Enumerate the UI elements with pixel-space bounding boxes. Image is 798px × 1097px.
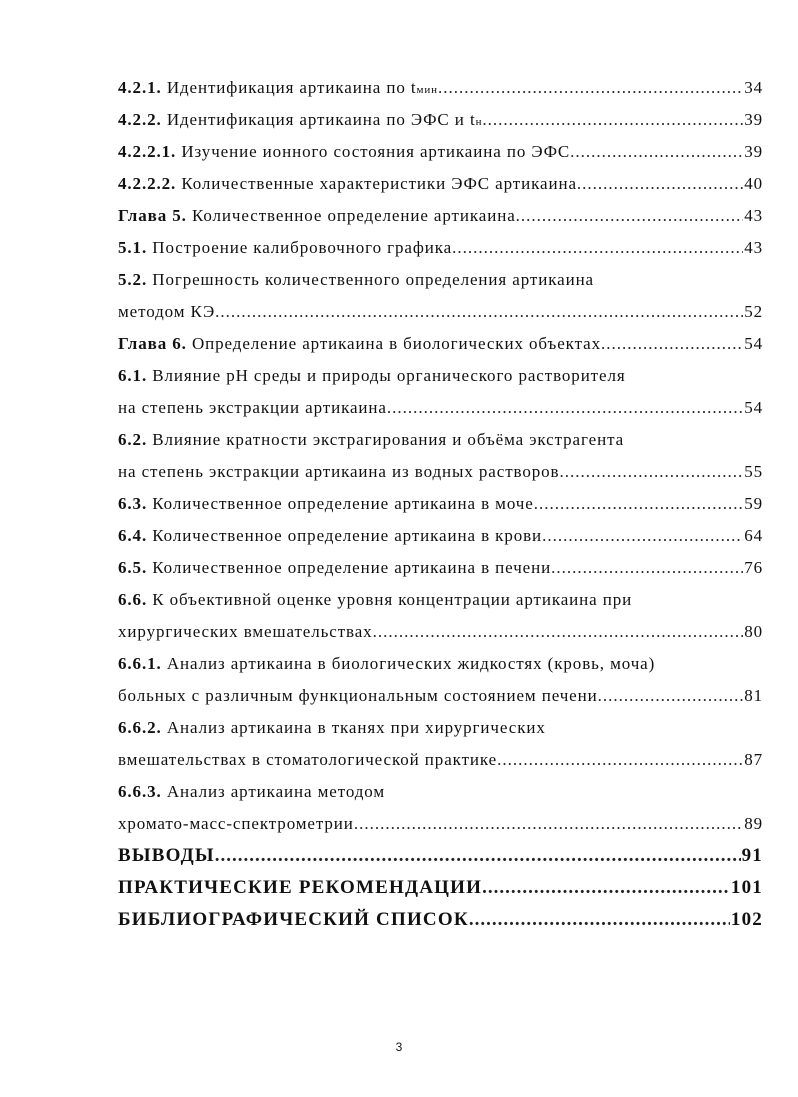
toc-entry — [118, 520, 763, 552]
toc-entry — [118, 648, 763, 680]
leader-dots — [559, 456, 743, 488]
entry-page: 89 — [744, 814, 763, 833]
toc-entry — [118, 232, 763, 264]
entry-title: Количественные характеристики ЭФС артикаина — [181, 174, 577, 193]
entry-title: К объективной оценке уровня концентрации артикаина при — [152, 590, 633, 609]
toc-entry — [118, 360, 763, 392]
toc-entry-continuation — [118, 296, 763, 328]
entry-page: 59 — [744, 494, 763, 513]
leader-dots — [373, 616, 744, 648]
toc-entry-continuation — [118, 616, 763, 648]
entry-number: 4.2.1. — [118, 78, 162, 97]
toc-bibliography — [118, 904, 763, 936]
entry-title: Построение калибровочного графика — [152, 238, 453, 257]
leader-dots — [354, 808, 743, 840]
entry-page: 64 — [744, 526, 763, 545]
entry-title: Определение артикаина в биологических объектах — [191, 334, 601, 353]
entry-title: Анализ артикаина в биологических жидкостях (кровь, моча) — [166, 654, 656, 673]
entry-title: Анализ артикаина в тканях при хирургических — [166, 718, 546, 737]
conclusions-page: 91 — [741, 845, 763, 866]
leader-dots — [469, 904, 730, 936]
toc-entry-continuation — [118, 680, 763, 712]
entry-page: 43 — [744, 206, 763, 225]
toc-entry — [118, 424, 763, 456]
entry-title: хирургических вмешательствах — [118, 622, 373, 641]
toc-entry — [118, 712, 763, 744]
toc-entry: 4.2.1. Идентификация артикаина по t мин ..... 34 — [118, 72, 763, 104]
leader-dots — [516, 200, 744, 232]
entry-page: 39 — [744, 142, 763, 161]
entry-title: больных с различным функциональным состоянием печени — [118, 686, 598, 705]
entry-page: 76 — [744, 558, 763, 577]
entry-number: 6.4. — [118, 526, 148, 545]
toc-entry — [118, 264, 763, 296]
entry-number: Глава 5. — [118, 206, 187, 225]
toc-entry — [118, 584, 763, 616]
entry-title: Влияние кратности экстрагирования и объёма экстрагента — [152, 430, 625, 449]
entry-number: 6.6.1. — [118, 654, 162, 673]
toc-entry — [118, 552, 763, 584]
entry-page: 81 — [744, 686, 763, 705]
entry-title: методом КЭ — [118, 302, 216, 321]
entry-title: Идентификация артикаина по ЭФС и t — [166, 110, 476, 129]
toc-entry-continuation — [118, 456, 763, 488]
entry-page: 34 — [744, 78, 763, 97]
leader-dots — [215, 296, 743, 328]
entry-number: 6.6.3. — [118, 782, 162, 801]
entry-number: 4.2.2.2. — [118, 174, 177, 193]
entry-number: 6.6.2. — [118, 718, 162, 737]
toc-entry — [118, 168, 763, 200]
entry-title: Количественное определение артикаина в печени — [152, 558, 552, 577]
toc-entry — [118, 776, 763, 808]
entry-title: Идентификация артикаина по t — [166, 78, 417, 97]
toc-entry — [118, 488, 763, 520]
entry-page: 80 — [744, 622, 763, 641]
toc-entry-continuation — [118, 808, 763, 840]
entry-number: 6.3. — [118, 494, 148, 513]
entry-title: Изучение ионного состояния артикаина по ЭФС — [181, 142, 571, 161]
entry-title: Количественное определение артикаина в моче — [152, 494, 534, 513]
toc-entry: 4.2.2. Идентификация артикаина по ЭФС и t н ..... 39 — [118, 104, 763, 136]
entry-title: на степень экстракции артикаина — [118, 398, 387, 417]
leader-dots — [601, 328, 743, 360]
entry-number: 6.2. — [118, 430, 148, 449]
table-of-contents — [118, 72, 763, 936]
conclusions-title: ВЫВОДЫ — [118, 845, 215, 866]
toc-conclusions — [118, 840, 763, 872]
entry-number: 6.6. — [118, 590, 148, 609]
toc-entry-continuation — [118, 744, 763, 776]
leader-dots — [542, 520, 743, 552]
bibliography-page: 102 — [730, 909, 763, 930]
entry-page: 52 — [744, 302, 763, 321]
entry-page: 54 — [744, 398, 763, 417]
entry-number: 6.5. — [118, 558, 148, 577]
leader-dots — [387, 392, 743, 424]
entry-number: 5.2. — [118, 270, 148, 289]
leader-dots — [534, 488, 743, 520]
entry-page: 55 — [744, 462, 763, 481]
entry-page: 40 — [744, 174, 763, 193]
leader-dots — [598, 680, 744, 712]
entry-page: 54 — [744, 334, 763, 353]
leader-dots — [497, 744, 743, 776]
leader-dots — [452, 232, 743, 264]
entry-title: Количественное определение артикаина в крови — [152, 526, 543, 545]
leader-dots — [577, 168, 743, 200]
leader-dots — [438, 72, 743, 104]
entry-number: 6.1. — [118, 366, 148, 385]
leader-dots — [570, 136, 743, 168]
recommendations-title: ПРАКТИЧЕСКИЕ РЕКОМЕНДАЦИИ — [118, 877, 483, 898]
toc-entry — [118, 200, 763, 232]
entry-title: Количественное определение артикаина — [191, 206, 516, 225]
leader-dots — [551, 552, 743, 584]
toc-entry-continuation — [118, 392, 763, 424]
entry-title: хромато-масс-спектрометрии — [118, 814, 354, 833]
recommendations-page: 101 — [730, 877, 763, 898]
bibliography-title: БИБЛИОГРАФИЧЕСКИЙ СПИСОК — [118, 909, 469, 930]
leader-dots — [215, 840, 741, 872]
entry-number: 5.1. — [118, 238, 148, 257]
entry-title: Погрешность количественного определения артикаина — [152, 270, 595, 289]
entry-title: на степень экстракции артикаина из водных растворов — [118, 462, 560, 481]
toc-entry — [118, 136, 763, 168]
entry-number: 4.2.2. — [118, 110, 162, 129]
entry-title: Влияние рН среды и природы органического растворителя — [152, 366, 626, 385]
leader-dots — [482, 872, 730, 904]
toc-entry — [118, 328, 763, 360]
entry-page: 87 — [744, 750, 763, 769]
entry-page: 39 — [744, 110, 763, 129]
page-number: 3 — [395, 1040, 403, 1054]
entry-title: вмешательствах в стоматологической практике — [118, 750, 498, 769]
entry-number: Глава 6. — [118, 334, 187, 353]
toc-recommendations — [118, 872, 763, 904]
entry-number: 4.2.2.1. — [118, 142, 177, 161]
entry-title: Анализ артикаина методом — [166, 782, 386, 801]
leader-dots — [482, 104, 743, 136]
entry-page: 43 — [744, 238, 763, 257]
